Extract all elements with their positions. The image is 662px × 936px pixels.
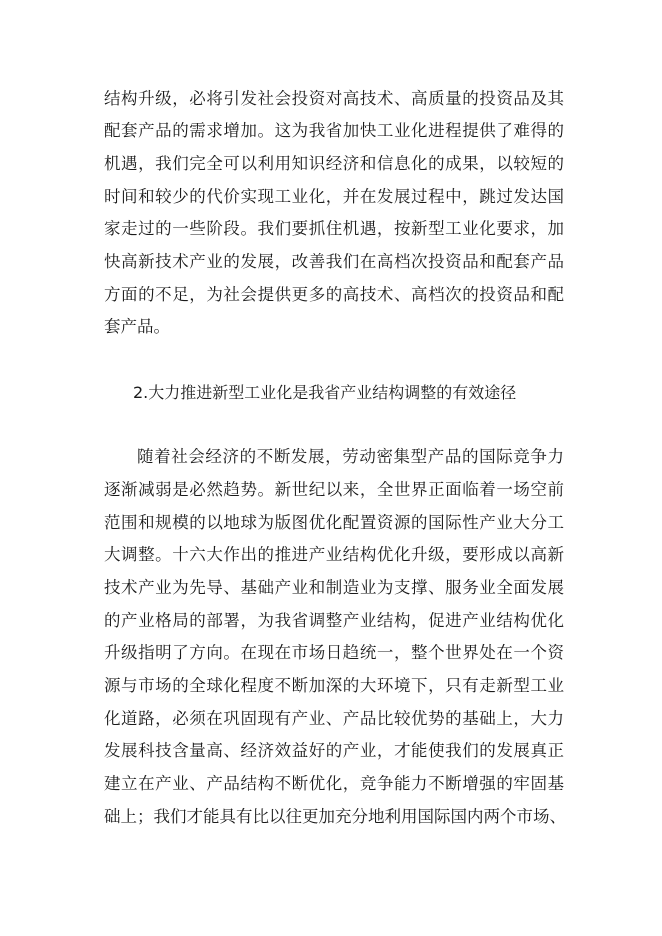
paragraph-1-line: 结构升级，必将引发社会投资对高技术、高质量的投资品及其: [104, 89, 564, 108]
paragraph-2-line: 源与市场的全球化程度不断加深的大环境下，只有走新型工业: [104, 676, 564, 695]
paragraph-2-line: 建立在产业、产品结构不断优化，竞争能力不断增强的牢固基: [104, 774, 564, 793]
paragraph-2-line: 范围和规模的以地球为版图优化配置资源的国际性产业大分工: [104, 513, 564, 532]
paragraph-2-line: 逐渐减弱是必然趋势。新世纪以来，全世界正面临着一场空前: [104, 480, 564, 499]
paragraph-2-line: 的产业格局的部署，为我省调整产业结构，促进产业结构优化: [104, 611, 564, 630]
paragraph-1-line: 时间和较少的代价实现工业化，并在发展过程中，跳过发达国: [104, 187, 564, 206]
paragraph-1-line: 方面的不足，为社会提供更多的高技术、高档次的投资品和配: [104, 285, 564, 304]
paragraph-2-line: 大调整。十六大作出的推进产业结构优化升级，要形成以高新: [104, 545, 564, 564]
paragraph-2-line: 础上；我们才能具有比以往更加充分地利用国际国内两个市场、: [104, 807, 566, 826]
paragraph-1-line: 家走过的一些阶段。我们要抓住机遇，按新型工业化要求，加: [104, 219, 564, 238]
paragraph-1-line: 机遇，我们完全可以利用知识经济和信息化的成果，以较短的: [104, 154, 564, 173]
paragraph-2-line: 化道路，必须在巩固现有产业、产品比较优势的基础上，大力: [104, 709, 564, 728]
paragraph-2-line: 随着社会经济的不断发展，劳动密集型产品的国际竞争力: [137, 447, 564, 466]
paragraph-2-line: 发展科技含量高、经济效益好的产业，才能使我们的发展真正: [104, 741, 564, 760]
paragraph-2-line: 升级指明了方向。在现在市场日趋统一，整个世界处在一个资: [104, 643, 564, 662]
paragraph-2-line: 技术产业为先导、基础产业和制造业为支撑、服务业全面发展: [104, 578, 564, 597]
paragraph-1-line: 配套产品的需求增加。这为我省加快工业化进程提供了难得的: [104, 121, 564, 140]
paragraph-1-line: 快高新技术产业的发展，改善我们在高档次投资品和配套产品: [104, 252, 564, 271]
section-heading: 2.大力推进新型工业化是我省产业结构调整的有效途径: [133, 383, 517, 402]
paragraph-1-line: 套产品。: [104, 317, 170, 336]
